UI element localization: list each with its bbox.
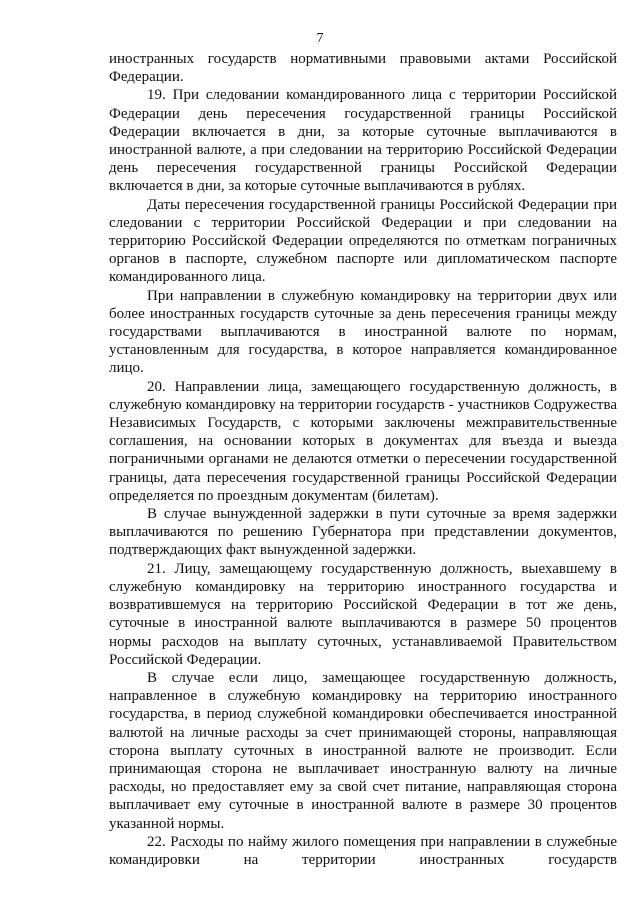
paragraph-item-20: 20. Направлении лица, замещающего государственную должность, в служебную командировку на территории государств - участников Содружества Независимых Государств, с которыми заключены межправительственные соглашения, на основании которых в документах для въезда и выезда пограничными органами не делаются отметки о пересечении государственной границы, дата пересечения государственной границы Российской Федерации определяется по проездным документам (билетам). xyxy=(109,378,617,504)
paragraph-multiple-states: При направлении в служебную командировку на территории двух или более иностранных государств суточные за день пересечения границы между государствами выплачиваются в иностранной валюте по нормам, установленным для государства, в которое направляется командированное лицо. xyxy=(109,287,617,377)
page-number: 7 xyxy=(316,31,324,46)
paragraph-border-crossing-dates: Даты пересечения государственной границы Российской Федерации при следовании с территории Российской Федерации и при следовании на территорию Российской Федерации определяются по отметкам пограничных органов в паспорте, служебном паспорте или дипломатическом паспорте командированного лица. xyxy=(109,196,617,286)
paragraph-host-party-currency: В случае если лицо, замещающее государственную должность, направленное в служебную командировку на территорию иностранного государства, в период служебной командировки обеспечивается иностранной валютой на личные расходы за счет принимающей стороны, направляющая сторона выплату суточных в иностранной валюте не производит. Если принимающая сторона не выплачивает иностранную валюту на личные расходы, но предоставляет ему за свой счет питание, направляющая сторона выплачивает ему суточные в иностранной валюте в размере 30 процентов указанной нормы. xyxy=(109,669,617,832)
paragraph-forced-delay: В случае вынужденной задержки в пути суточные за время задержки выплачиваются по решению Губернатора при представлении документов, подтверждающих факт вынужденной задержки. xyxy=(109,506,617,559)
paragraph-item-21: 21. Лицу, замещающему государственную должность, выехавшему в служебную командировку на территорию иностранного государства и возвратившемуся на территорию Российской Федерации в тот же день, суточные в иностранной валюте выплачиваются в размере 50 процентов нормы расходов на выплату суточных, устанавливаемой Правительством Российской Федерации. xyxy=(109,560,617,668)
paragraph-continuation: иностранных государств нормативными правовыми актами Российской Федерации. xyxy=(109,51,617,86)
paragraph-item-19: 19. При следовании командированного лица с территории Российской Федерации день пересечения государственной границы Российской Федерации включается в дни, за которые суточные выплачиваются в иностранной валюте, а при следовании на территорию Российской Федерации день пересечения государственной границы Российской Федерации включается в дни, за которые суточные выплачиваются в рублях. xyxy=(109,87,617,195)
document-body xyxy=(109,50,617,869)
paragraph-item-22: 22. Расходы по найму жилого помещения при направлении в служебные командировки на территории иностранных государств xyxy=(109,833,617,868)
